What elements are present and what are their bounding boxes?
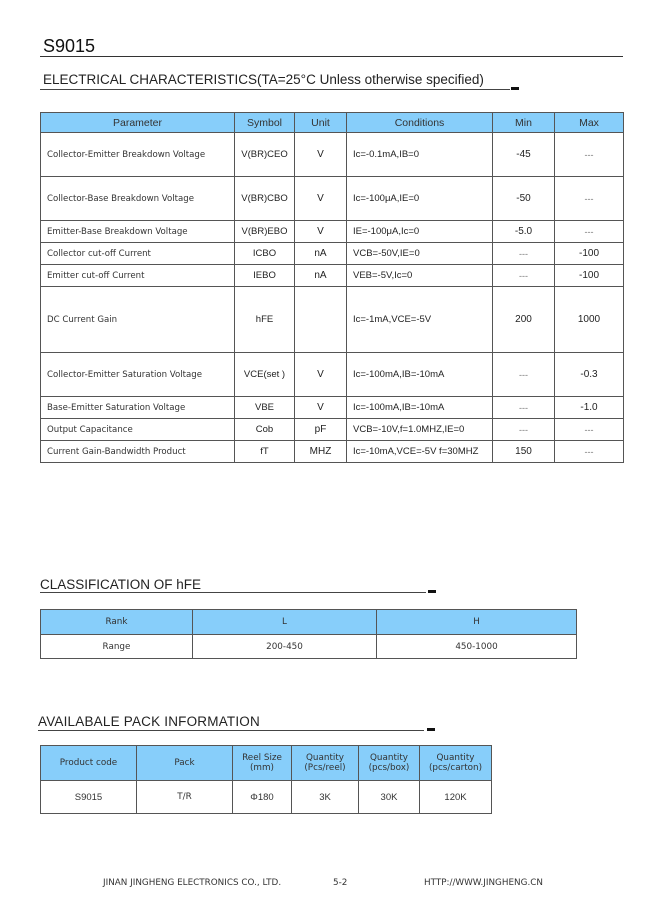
electrical-conditions-cell: VCB=-50V,IE=0 (347, 243, 493, 265)
electrical-unit-cell: MHZ (295, 441, 347, 463)
electrical-row (41, 243, 624, 265)
electrical-symbol-cell: IEBO (235, 265, 295, 287)
column-header: Symbol (235, 113, 295, 133)
electrical-unit-cell: pF (295, 419, 347, 441)
electrical-conditions-cell: Ic=-0.1mA,IB=0 (347, 133, 493, 177)
pack-cell: T/R (137, 781, 233, 814)
electrical-max-cell: --- (555, 441, 624, 463)
electrical-symbol-cell: fT (235, 441, 295, 463)
title-rule (40, 56, 623, 57)
electrical-unit-cell: V (295, 221, 347, 243)
pack-header-cell: Pack (137, 746, 233, 781)
electrical-max-cell: -100 (555, 265, 624, 287)
classification-header-cell: H (377, 610, 577, 635)
electrical-parameter-cell: Emitter cut-off Current (41, 265, 235, 287)
electrical-conditions-cell: Ic=-1mA,VCE=-5V (347, 287, 493, 353)
electrical-max-cell: -100 (555, 243, 624, 265)
electrical-max-cell: --- (555, 221, 624, 243)
electrical-min-cell: --- (493, 397, 555, 419)
electrical-parameter-cell: Collector cut-off Current (41, 243, 235, 265)
electrical-symbol-cell: Cob (235, 419, 295, 441)
footer-company: JINAN JINGHENG ELECTRONICS CO., LTD. (103, 878, 282, 888)
footer-page-number: 5-2 (333, 878, 348, 888)
electrical-conditions-cell: VCB=-10V,f=1.0MHZ,IE=0 (347, 419, 493, 441)
electrical-heading: ELECTRICAL CHARACTERISTICS(TA=25°C Unless otherwise specified) (43, 72, 484, 87)
electrical-conditions-cell: Ic=-10mA,VCE=-5V f=30MHZ (347, 441, 493, 463)
electrical-min-cell: 200 (493, 287, 555, 353)
electrical-conditions-cell: Ic=-100mA,IB=-10mA (347, 353, 493, 397)
electrical-min-cell: 150 (493, 441, 555, 463)
electrical-row (41, 397, 624, 419)
classification-heading: CLASSIFICATION OF hFE (40, 577, 202, 592)
electrical-parameter-cell: DC Current Gain (41, 287, 235, 353)
electrical-conditions-cell: VEB=-5V,Ic=0 (347, 265, 493, 287)
electrical-heading-underline (40, 89, 510, 90)
electrical-row (41, 441, 624, 463)
electrical-header-row (41, 113, 624, 133)
classification-row (41, 635, 577, 659)
pack-cell: 30K (359, 781, 420, 814)
electrical-row (41, 287, 624, 353)
column-header: Unit (295, 113, 347, 133)
electrical-row (41, 133, 624, 177)
electrical-symbol-cell: ICBO (235, 243, 295, 265)
pack-header-cell: Quantity (pcs/box) (359, 746, 420, 781)
electrical-conditions-cell: Ic=-100μA,IE=0 (347, 177, 493, 221)
electrical-parameter-cell: Emitter-Base Breakdown Voltage (41, 221, 235, 243)
electrical-symbol-cell: V(BR)CBO (235, 177, 295, 221)
column-header: Parameter (41, 113, 235, 133)
pack-header-cell: Product code (41, 746, 137, 781)
classification-heading-underline (40, 592, 426, 593)
electrical-min-cell: --- (493, 353, 555, 397)
classification-cell: 200-450 (193, 635, 377, 659)
electrical-row (41, 265, 624, 287)
electrical-unit-cell: nA (295, 265, 347, 287)
column-header: Conditions (347, 113, 493, 133)
electrical-unit-cell (295, 287, 347, 353)
electrical-max-cell: --- (555, 177, 624, 221)
electrical-min-cell: -50 (493, 177, 555, 221)
electrical-row (41, 177, 624, 221)
electrical-unit-cell: V (295, 353, 347, 397)
pack-row (41, 781, 492, 814)
electrical-parameter-cell: Output Capacitance (41, 419, 235, 441)
electrical-conditions-cell: Ic=-100mA,IB=-10mA (347, 397, 493, 419)
electrical-unit-cell: V (295, 177, 347, 221)
electrical-conditions-cell: IE=-100μA,Ic=0 (347, 221, 493, 243)
pack-header-cell: Quantity (Pcs/reel) (292, 746, 359, 781)
pack-cell: 120K (420, 781, 492, 814)
electrical-max-cell: -0.3 (555, 353, 624, 397)
classification-table (40, 609, 577, 659)
electrical-unit-cell: V (295, 133, 347, 177)
electrical-parameter-cell: Current Gain-Bandwidth Product (41, 441, 235, 463)
electrical-max-cell: --- (555, 133, 624, 177)
electrical-row (41, 221, 624, 243)
electrical-unit-cell: nA (295, 243, 347, 265)
footer-website: HTTP://WWW.JINGHENG.CN (424, 878, 543, 888)
classification-heading-marker (428, 590, 436, 593)
classification-cell: 450-1000 (377, 635, 577, 659)
classification-header-cell: L (193, 610, 377, 635)
pack-heading: AVAILABALE PACK INFORMATION (38, 714, 260, 729)
electrical-row (41, 353, 624, 397)
electrical-symbol-cell: hFE (235, 287, 295, 353)
pack-cell: 3K (292, 781, 359, 814)
pack-heading-marker (427, 728, 435, 731)
electrical-min-cell: --- (493, 419, 555, 441)
column-header: Min (493, 113, 555, 133)
electrical-symbol-cell: V(BR)CEO (235, 133, 295, 177)
pack-information-table (40, 745, 492, 814)
electrical-min-cell: -5.0 (493, 221, 555, 243)
pack-cell: S9015 (41, 781, 137, 814)
electrical-max-cell: 1000 (555, 287, 624, 353)
electrical-parameter-cell: Collector-Emitter Breakdown Voltage (41, 133, 235, 177)
part-number-title: S9015 (43, 36, 96, 56)
pack-heading-underline (38, 730, 424, 731)
electrical-heading-marker (511, 87, 519, 90)
electrical-parameter-cell: Collector-Base Breakdown Voltage (41, 177, 235, 221)
electrical-symbol-cell: VCE(set ) (235, 353, 295, 397)
classification-cell: Range (41, 635, 193, 659)
pack-header-row (41, 746, 492, 781)
pack-header-cell: Quantity (pcs/carton) (420, 746, 492, 781)
electrical-parameter-cell: Collector-Emitter Saturation Voltage (41, 353, 235, 397)
electrical-max-cell: --- (555, 419, 624, 441)
electrical-characteristics-table (40, 112, 624, 463)
electrical-min-cell: -45 (493, 133, 555, 177)
pack-cell: Φ180 (233, 781, 292, 814)
electrical-min-cell: --- (493, 265, 555, 287)
electrical-symbol-cell: V(BR)EBO (235, 221, 295, 243)
electrical-symbol-cell: VBE (235, 397, 295, 419)
classification-header-row (41, 610, 577, 635)
electrical-row (41, 419, 624, 441)
electrical-parameter-cell: Base-Emitter Saturation Voltage (41, 397, 235, 419)
classification-header-cell: Rank (41, 610, 193, 635)
pack-header-cell: Reel Size (mm) (233, 746, 292, 781)
electrical-unit-cell: V (295, 397, 347, 419)
electrical-min-cell: --- (493, 243, 555, 265)
electrical-max-cell: -1.0 (555, 397, 624, 419)
column-header: Max (555, 113, 624, 133)
